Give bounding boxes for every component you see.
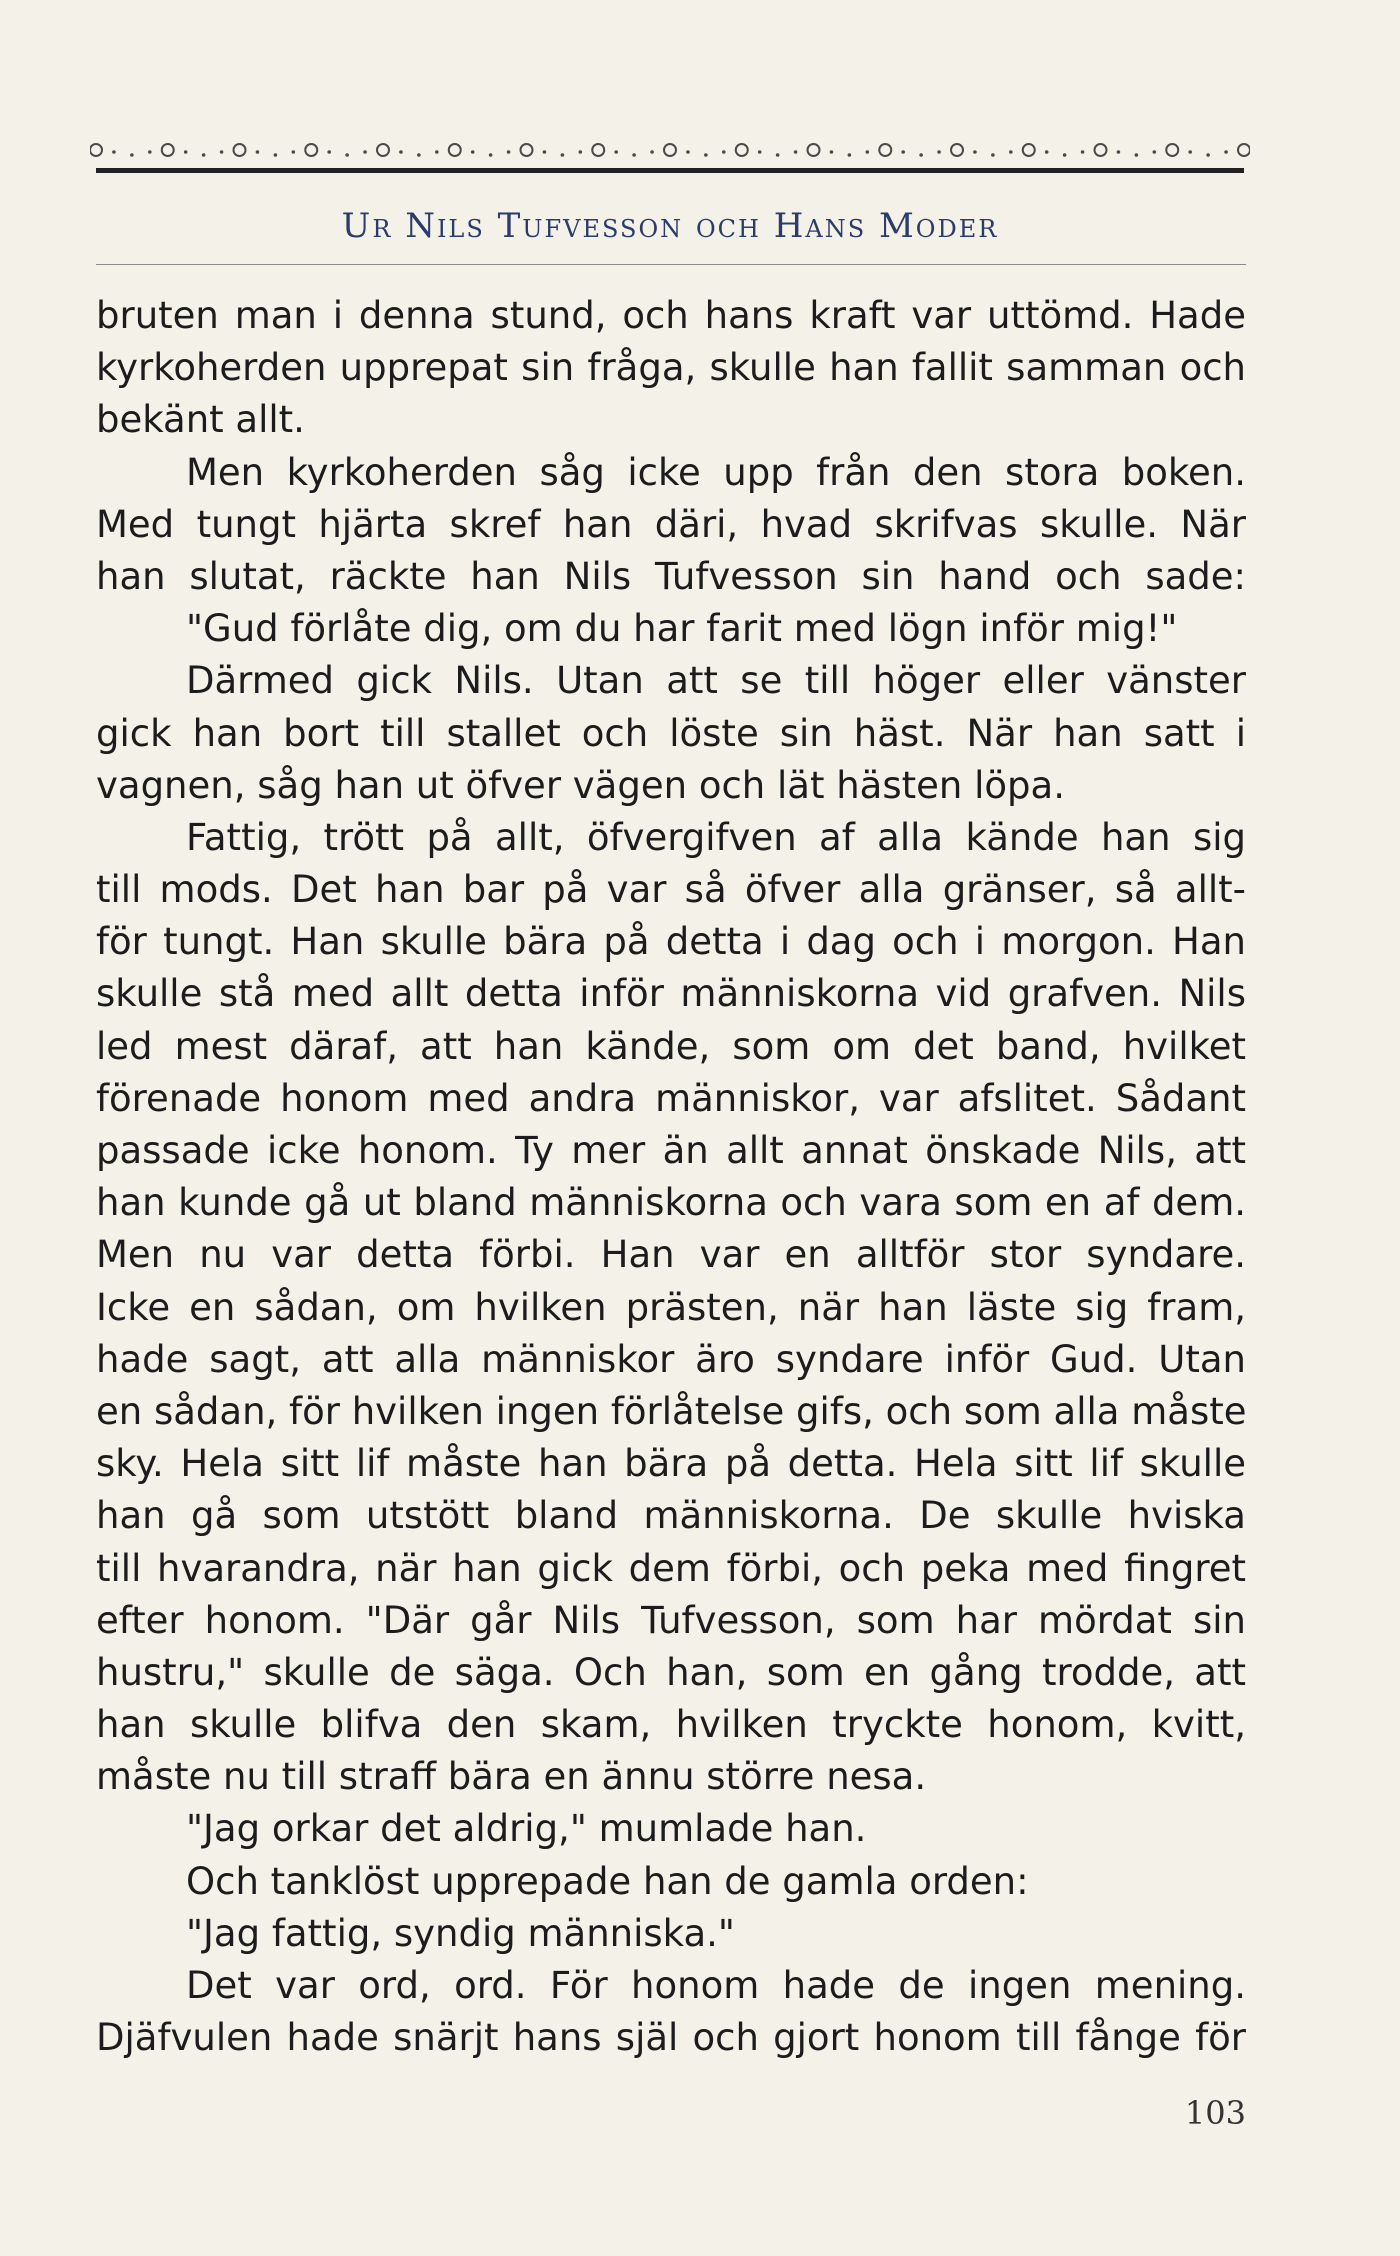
ornament-dot bbox=[1188, 150, 1192, 154]
ornament-ring bbox=[90, 144, 102, 156]
ornament-dot bbox=[274, 153, 278, 157]
ornament-dot bbox=[543, 150, 547, 154]
ornament-dot bbox=[776, 153, 780, 157]
text-line: Med tungt hjärta skref han däri, hvad skrifvas skulle. När bbox=[96, 502, 1246, 546]
ornament-dot bbox=[901, 150, 905, 154]
ornament-dot bbox=[1009, 150, 1013, 154]
ornament-ring bbox=[305, 144, 317, 156]
ornament-dot bbox=[148, 150, 152, 154]
ornament-ring bbox=[1023, 144, 1035, 156]
ornament-dot bbox=[866, 150, 870, 154]
ornament-dot bbox=[1153, 150, 1157, 154]
ornament-ring bbox=[951, 144, 963, 156]
ornament-ring bbox=[592, 144, 604, 156]
ornament-dot bbox=[794, 150, 798, 154]
ornament-dot bbox=[1081, 150, 1085, 154]
ornament-dot bbox=[561, 153, 565, 157]
ornament-dot bbox=[1063, 153, 1067, 157]
ornament-dot bbox=[1206, 153, 1210, 157]
ornament-dot bbox=[686, 150, 690, 154]
text-line: till hvarandra, när han gick dem förbi, och peka med fingret bbox=[96, 1546, 1246, 1590]
text-line: han kunde gå ut bland människorna och vara som en af dem. bbox=[96, 1181, 1246, 1225]
text-line: måste nu till straff bära en ännu större nesa. bbox=[96, 1755, 927, 1799]
text-line: han gå som utstött bland människorna. De skulle hviska bbox=[96, 1494, 1246, 1538]
text-line: "Gud förlåte dig, om du har farit med lögn inför mig!" bbox=[186, 607, 1178, 651]
ornament-dot bbox=[202, 153, 206, 157]
ornament-dot bbox=[650, 150, 654, 154]
decorative-header-border bbox=[90, 128, 1250, 178]
ornament-dot bbox=[704, 153, 708, 157]
text-line: förenade honom med andra människor, var afslitet. Sådant bbox=[96, 1076, 1246, 1120]
text-line: skulle stå med allt detta inför människorna vid grafven. Nils bbox=[96, 972, 1246, 1016]
text-line: Och tanklöst upprepade han de gamla orden: bbox=[186, 1859, 1029, 1903]
body-text bbox=[96, 290, 1246, 2064]
text-line: sky. Hela sitt lif måste han bära på detta. Hela sitt lif skulle bbox=[96, 1442, 1246, 1486]
ornament-dot bbox=[130, 153, 134, 157]
ornament-dot bbox=[399, 150, 403, 154]
ornament-dot bbox=[417, 153, 421, 157]
ornament-dot bbox=[220, 150, 224, 154]
ornament-dot bbox=[471, 150, 475, 154]
text-line: hade sagt, att alla människor äro syndare inför Gud. Utan bbox=[96, 1337, 1246, 1381]
ornament-ring bbox=[449, 144, 461, 156]
text-line: hustru," skulle de säga. Och han, som en gång trodde, att bbox=[96, 1650, 1246, 1694]
text-line: Men nu var detta förbi. Han var en alltför stor syndare. bbox=[96, 1233, 1246, 1277]
ornament-ring bbox=[162, 144, 174, 156]
text-line: Men kyrkoherden såg icke upp från den stora boken. bbox=[186, 450, 1246, 494]
text-line: till mods. Det han bar på var så öfver alla gränser, så allt- bbox=[96, 868, 1246, 912]
ornament-dot bbox=[256, 150, 260, 154]
ornament-dot bbox=[579, 150, 583, 154]
ornament-ring bbox=[879, 144, 891, 156]
ornament-dot bbox=[507, 150, 511, 154]
ornament-dot bbox=[489, 153, 493, 157]
header-rule bbox=[96, 264, 1246, 265]
ornament-dot bbox=[435, 150, 439, 154]
ornament-dot bbox=[1045, 150, 1049, 154]
ornament-dot bbox=[830, 150, 834, 154]
ornament-dot bbox=[937, 150, 941, 154]
ornament-dot bbox=[327, 150, 331, 154]
ornament-dot bbox=[1117, 150, 1121, 154]
ornament-dot bbox=[184, 150, 188, 154]
text-line: kyrkoherden upprepat sin fråga, skulle han fallit samman och bbox=[96, 346, 1246, 390]
text-line: efter honom. "Där går Nils Tufvesson, som har mördat sin bbox=[96, 1598, 1246, 1642]
ornament-dot bbox=[614, 150, 618, 154]
text-line: led mest däraf, att han kände, som om det band, hvilket bbox=[96, 1024, 1246, 1068]
ornament-dot bbox=[345, 153, 349, 157]
ornament-ring bbox=[664, 144, 676, 156]
ornament-dot bbox=[758, 150, 762, 154]
running-title: Ur Nils Tufvesson och Hans Moder bbox=[341, 206, 999, 246]
ornament-ring bbox=[1095, 144, 1107, 156]
text-line: för tungt. Han skulle bära på detta i dag och i morgon. Han bbox=[96, 920, 1246, 964]
ornament-dot bbox=[1224, 150, 1228, 154]
ornament-ring bbox=[234, 144, 246, 156]
text-line: bekänt allt. bbox=[96, 398, 305, 442]
ornament-ring bbox=[736, 144, 748, 156]
text-line: "Jag fattig, syndig människa." bbox=[186, 1911, 735, 1955]
text-line: bruten man i denna stund, och hans kraft var uttömd. Hade bbox=[96, 294, 1246, 337]
ornament-dot bbox=[848, 153, 852, 157]
text-line: vagnen, såg han ut öfver vägen och lät hästen löpa. bbox=[96, 763, 1065, 807]
ornament-ring bbox=[377, 144, 389, 156]
ornament-ring bbox=[521, 144, 533, 156]
ornament-dot bbox=[973, 150, 977, 154]
ornament-ring bbox=[1166, 144, 1178, 156]
ornament-dot bbox=[991, 153, 995, 157]
ornament-dot bbox=[722, 150, 726, 154]
text-line: han skulle blifva den skam, hvilken tryckte honom, kvitt, bbox=[96, 1703, 1246, 1747]
page-number: 103 bbox=[1184, 2094, 1246, 2132]
ornament-dot bbox=[112, 150, 116, 154]
ornament-dot bbox=[632, 153, 636, 157]
text-line: gick han bort till stallet och löste sin häst. När han satt i bbox=[96, 711, 1246, 755]
ornament-dot bbox=[363, 150, 367, 154]
ornament-dot bbox=[919, 153, 923, 157]
text-line: Därmed gick Nils. Utan att se till höger eller vänster bbox=[186, 659, 1246, 703]
text-line: Djäfvulen hade snärjt hans själ och gjort honom till fånge för bbox=[96, 2016, 1246, 2060]
text-line: Fattig, trött på allt, öfvergifven af alla kände han sig bbox=[186, 815, 1246, 859]
ornament-ring bbox=[808, 144, 820, 156]
ornament-dot bbox=[1135, 153, 1139, 157]
text-line: en sådan, för hvilken ingen förlåtelse gifs, och som alla måste bbox=[96, 1389, 1246, 1433]
text-line: "Jag orkar det aldrig," mumlade han. bbox=[186, 1807, 867, 1851]
text-line: Det var ord, ord. För honom hade de ingen mening. bbox=[186, 1964, 1246, 2007]
ornament-dot bbox=[292, 150, 296, 154]
text-line: passade icke honom. Ty mer än allt annat önskade Nils, att bbox=[96, 1129, 1246, 1172]
text-line: Icke en sådan, om hvilken prästen, när han läste sig fram, bbox=[96, 1285, 1246, 1329]
text-line: han slutat, räckte han Nils Tufvesson sin hand och sade: bbox=[96, 554, 1246, 598]
ornament-ring bbox=[1238, 144, 1250, 156]
